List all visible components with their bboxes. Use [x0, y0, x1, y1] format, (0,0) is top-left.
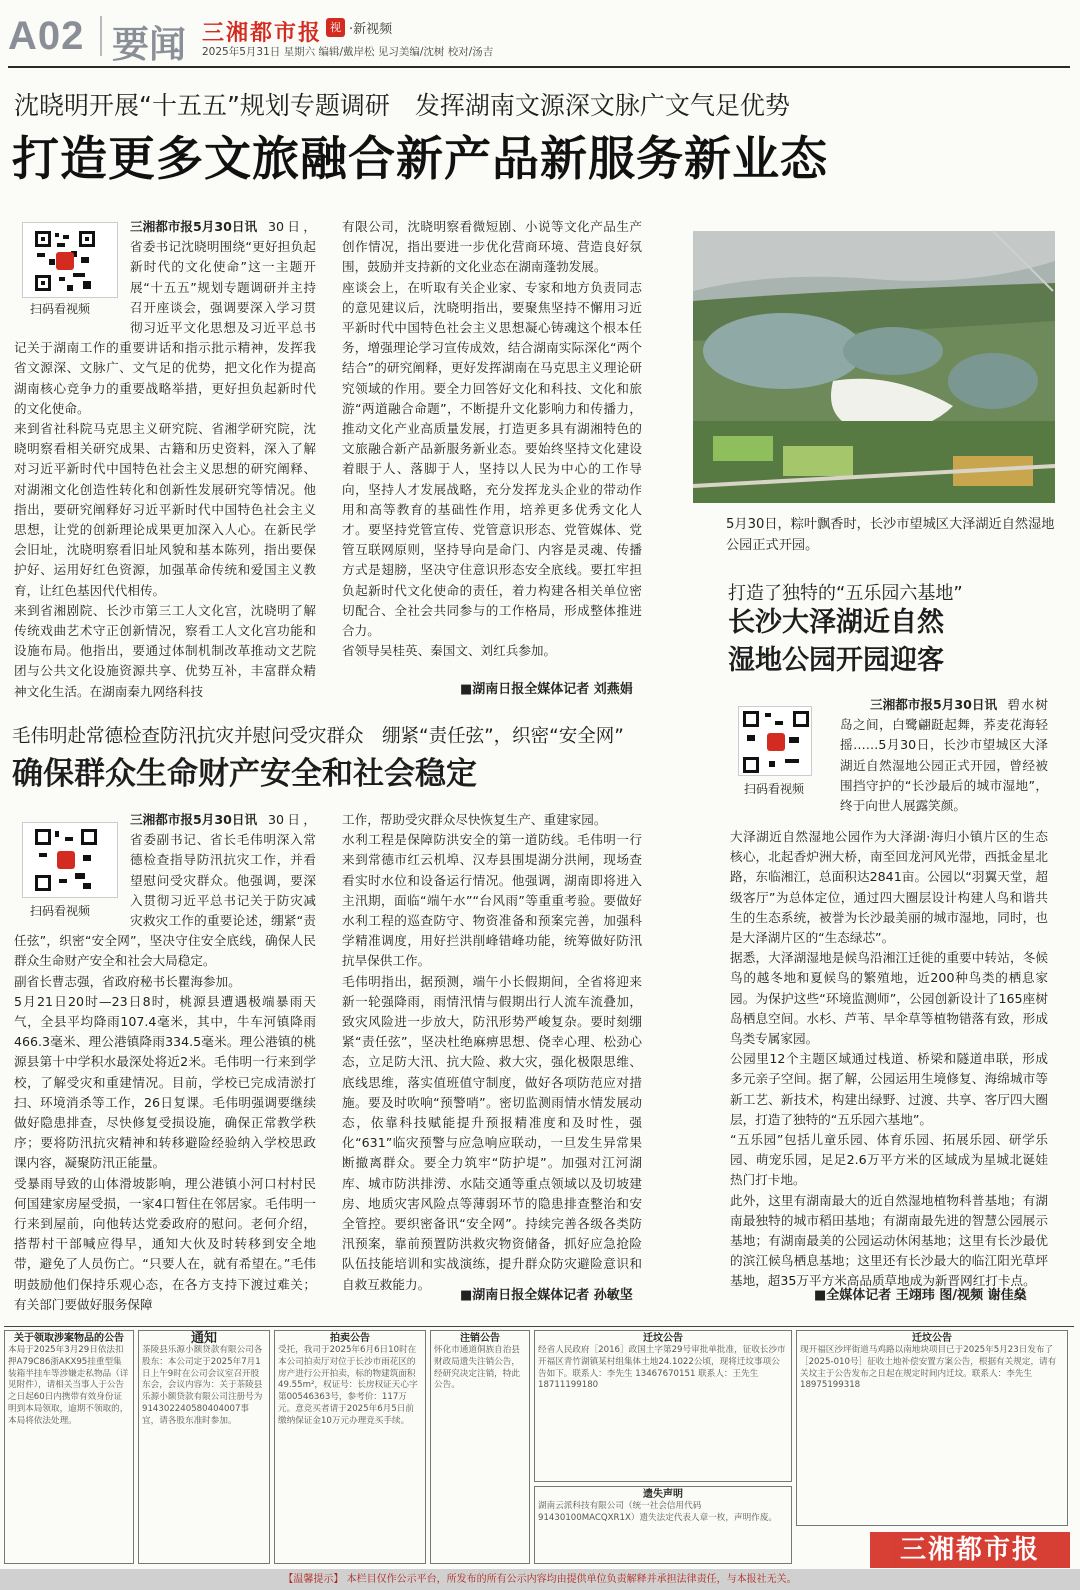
ad-notice — [4, 1330, 134, 1564]
photo-caption: 5月30日，粽叶飘香时，长沙市望城区大泽湖近自然湿地公园正式开园。 — [726, 517, 1055, 553]
video-brand: ·新视频 — [349, 22, 393, 37]
qr-label: 扫码看视频 — [744, 782, 805, 796]
ads-top-rule — [4, 1326, 1074, 1327]
article2-column1 — [14, 810, 316, 1312]
article2-byline: ■湖南日报全媒体记者 孙敏坚 — [460, 1288, 633, 1303]
header-divider — [100, 16, 102, 56]
issue-meta: 2025年5月31日 星期六 编辑/戴岸松 见习美编/沈树 校对/汤吉 — [202, 46, 494, 58]
article3-intro — [730, 695, 1048, 827]
article2-headline: 确保群众生命财产安全和社会稳定 — [12, 756, 477, 792]
ad-title: 迁坟公告 — [912, 1333, 952, 1344]
ad-notice — [138, 1330, 270, 1564]
article1-column2: 有限公司，沈晓明察看微短剧、小说等文化产品生产创作情况，指出要进一步优化营商环境、营造良好氛围，鼓励并支持新的文化业态在湖南蓬勃发展。 座谈会上，在听取有关企业家、专家和地方负责同志的意见建议后，沈晓明指出，要聚焦坚持不懈用习近平新时代中国特色社会主义思想凝心铸魂这个根本任务，增强理论学习宣传成效，结合湖南实际深化“两个结合”的研究阐释，更好发挥湖南在马克思主义理论研究领域的作用。要全力回答好文化和科技、文化和旅游“两道融合命题”，不断提升文化影响力和传播力，推动文化产业高质量发展，打造更多具有湖湘特色的文旅融合新产品新服务新业态。要始终坚持文化建设着眼于人、落脚于人，坚持以人民为中心的工作导向，坚持人才发展战略，充分发挥龙头企业的带动作用和高等教育的基础性作用，培养更多优秀文化人才。要坚持党管宣传、党管意识形态、党管媒体、党管互联网原则，坚持导向是命门、内容是灵魂、传播方式是翅膀，坚决守住意识形态安全底线。要扛牢担负起新时代文化使命的责任，着力构建各相关单位密切配合、全社会共同参与的工作格局，形成整体推进合力。 省领导吴桂英、秦国文、刘红兵参加。 — [342, 219, 642, 659]
page-number: A02 — [8, 14, 85, 58]
corner-logo: 三湘都市报 — [870, 1532, 1070, 1568]
article3-kicker: 打造了独特的“五乐园六基地” — [728, 583, 963, 604]
article1-kicker: 沈晓明开展“十五五”规划专题调研 发挥湖南文源深文脉广文气足优势 — [14, 91, 790, 120]
article2-kicker: 毛伟明赴常德检查防汛抗灾并慰问受灾群众 绷紧“责任弦”，织密“安全网” — [12, 726, 624, 747]
ad-text: 茶陵县乐源小额贷款有限公司各股东：本公司定于2025年7月1日上午9时在公司会议室召开股东会，会议内容为：关于茶陵县乐源小额贷款有限公司注册号为914302240580404007事宜，请各股东准时参加。 — [142, 1345, 263, 1426]
footer-notice: 【温馨提示】 本栏目仅作公示平台，所发布的所有公示内容均由提供单位负责解释并承担法律责任，与本报社无关。 — [0, 1569, 1080, 1590]
article3-headline-line1: 长沙大泽湖近自然 — [728, 607, 944, 638]
article3-headline-line2: 湿地公园开园迎客 — [728, 645, 944, 676]
wetland-park-aerial-photo — [693, 231, 1055, 503]
ad-title: 通知 — [190, 1331, 217, 1346]
article1-headline: 打造更多文旅融合新产品新服务新业态 — [12, 132, 828, 187]
ad-notice — [796, 1330, 1068, 1526]
ad-notice — [534, 1486, 792, 1564]
section-title: 要闻 — [112, 23, 186, 66]
video-logo-icon: 视 — [326, 18, 345, 37]
ad-notice — [534, 1330, 792, 1482]
article2-body-1: 30日，省委副书记、省长毛伟明深入常德检查指导防汛抗灾工作，并看望慰问受灾群众。他强调，要深入贯彻习近平总书记关于防灾减灾救灾工作的重要论述，绷紧“责任弦”，织密“安全网”，坚决守住安全底线，确保人民群众生命财产安全和社会大局稳定。 副省长曹志强，省政府秘书长瞿海参加。 5月21日20时—23日8时，桃源县遭遇极端暴雨天气，全县平均降雨107.4毫米，其中，牛车河镇降雨466.3毫米、理公港镇降雨334.5毫米。理公港镇的桃源县第十中学积水最深处将近2米。毛伟明一行来到学校，了解受灾和重建情况。目前，学校已完成清淤打扫、环境消杀等工作，26日复课。毛伟明强调要继续做好隐患排查，尽快修复受损设施，确保正常教学秩序；要将防汛抗灾精神和转移避险经验纳入学校思政课内容，凝聚防汛正能量。 受暴雨导致的山体滑坡影响，理公港镇小河口村村民何国建家房屋受损，一家4口暂住在邻居家。毛伟明一行来到屋前，向他转达党委政府的慰问。老何介绍，搭帮村干部喊应得早，通知大伙及时转移到安全地带，避免了人员伤亡。“只要人在，就有希望在。”毛伟明鼓励他们保持乐观心态，在各方支持下渡过难关；有关部门要做好服务保障 — [14, 812, 316, 1312]
ad-title: 拍卖公告 — [330, 1333, 370, 1344]
ad-notice — [430, 1330, 530, 1564]
ad-text: 现开福区沙坪街道马鸡路以南地块项目已于2025年5月23日发布了［2025-010号］征收土地补偿安置方案公告，根据有关规定，请有关坟主于公告发布之日起在规定时间内迁坟。联系人：李先生 18975199318 — [800, 1345, 1057, 1391]
ad-text: 怀化市通道侗族自治县财政局遗失注销公告，经研究决定注销，特此公告。 — [434, 1345, 520, 1391]
article1-column1 — [14, 217, 316, 697]
ad-notice — [274, 1330, 426, 1564]
article2-column2: 工作，帮助受灾群众尽快恢复生产、重建家园。 水利工程是保障防洪安全的第一道防线。毛伟明一行来到常德市红云机埠、汉寿县围堤湖分洪闸，现场查看实时水位和设备运行情况。他强调，湖南即将进入主汛期，面临“端午水”“台风雨”等重重考验。要做好水利工程的巡查防守、物资准备和预案完善，加强科学精准调度，用好拦洪削峰错峰功能，统筹做好防汛抗旱保供工作。 毛伟明指出，据预测，端午小长假期间，全省将迎来新一轮强降雨，雨情汛情与假期出行人流车流叠加，致灾风险进一步放大，防汛形势严峻复杂。要时刻绷紧“责任弦”，坚决杜绝麻痹思想、侥幸心理、松劲心态，立足防大汛、抗大险、救大灾，强化极限思维、底线思维，落实值班值守制度，做好各项防范应对措施。要及时吹响“预警哨”。密切监测雨情水情发展动态，依靠科技赋能提升预报精准度和及时性，强化“631”临灾预警与应急响应联动，一旦发生异常果断撤离群众。要全力筑牢“防护堤”。加强对江河湖库、城市防洪排涝、水陆交通等重点领域以及切坡建房、地质灾害风险点等薄弱环节的隐患排查整治和安全管控。要织密备讯“安全网”。持续完善各级各类防汛预案，靠前预置防洪救灾物资储备，抓好应急抢险队伍技能培训和实战演练，提升群众防灾避险意识和自救互救能力。 — [342, 812, 642, 1292]
ad-text: 受托，我司于2025年6月6日10时在本公司拍卖厅对位于长沙市雨花区的房产进行公开拍卖，标的物建筑面积49.55m²，权证号：长房权证天心字第00546363号，参考价：117万元。意竞买者请于2025年6月5日前缴纳保证金10万元办理竞买手续。 — [278, 1345, 418, 1426]
ad-text: 经省人民政府［2016］政国土字第29号审批单批准，征收长沙市开福区青竹湖镇某村组集体土地24.1022公顷，现将迁坟事项公告如下。联系人：李先生 13467670151 联系人：王先生 18711199180 — [538, 1345, 786, 1391]
ad-text: 湖南云派科技有限公司（统一社会信用代码91430100MACQXR1X）遗失法定代表人章一枚，声明作废。 — [538, 1501, 777, 1523]
dateline: 三湘都市报5月30日讯 — [130, 219, 258, 234]
article1-byline: ■湖南日报全媒体记者 刘燕娟 — [460, 682, 633, 697]
article3-body: 大泽湖近自然湿地公园作为大泽湖·海归小镇片区的生态核心，北起香炉洲大桥，南至回龙河风光带，西抵金星北路，东临湘江，总面积达2841亩。公园以“羽翼天堂，超级客厅”为总体定位，通过四大圈层设计构建人鸟和谐共生的生态系统，被誉为长沙最美丽的城市湿地，同时，也是大泽湖片区的“生态绿芯”。 据悉，大泽湖湿地是候鸟沿湘江迁徙的重要中转站，冬候鸟的越冬地和夏候鸟的繁殖地，近200种鸟类的栖息家园。为保护这些“环境监测师”，公园创新设计了165座树岛栖息空间。水杉、芦苇、旱伞草等植物错落有致，形成鸟类专属家园。 公园里12个主题区域通过栈道、桥梁和隧道串联，形成多元亲子空间。据了解，公园运用生境修复、海绵城市等新工艺、新技术，构建出绿野、过渡、共享、客厅四大圈层，打造了独特的“五乐园六基地”。 “五乐园”包括儿童乐园、体育乐园、拓展乐园、研学乐园、萌宠乐园，足足2.6万平方米的区域成为星城北诞娃热门打卡地。 此外，这里有湖南最大的近自然湿地植物科普基地；有湖南最独特的城市稻田基地；有湖南最先进的智慧公园展示基地；有湖南最美的公园运动休闲基地；这里有长沙最优的滨江候鸟栖息基地；这里还有长沙最大的临江阳光草坪基地，超35万平方米高品质草地成为新晋网红打卡点。 — [730, 829, 1048, 1289]
qr-label: 扫码看视频 — [30, 302, 91, 316]
dateline: 三湘都市报5月30日讯 — [130, 812, 258, 827]
qr-label: 扫码看视频 — [30, 904, 91, 918]
newspaper-logo: 三湘都市报 — [202, 20, 323, 46]
ad-title: 关于领取涉案物品的公告 — [14, 1333, 124, 1344]
article1-body-1: 30日，省委书记沈晓明围绕“更好担负起新时代的文化使命”这一主题开展“十五五”规划专题调研并主持召开座谈会，强调要深入学习贯彻习近平文化思想及习近平总书记关于湖南工作的重要讲话和指示批示精神，发挥我省文源深、文脉广、文气足的优势，把文化作为提高湖南核心竞争力的重要战略举措，更好担负起新时代的文化使命。 来到省社科院马克思主义研究院、省湘学研究院，沈晓明察看相关研究成果、古籍和历史资料，深入了解对习近平新时代中国特色社会主义思想的研究阐释、对湖湘文化创造性转化和创新性发展研究等情况。他指出，要研究阐释好习近平新时代中国特色社会主义思想，让党的创新理论成果更加深入人心。在新民学会旧址，沈晓明察看旧址风貌和基本陈列，指出要保护好、运用好红色资源，加强革命传统和爱国主义教育，让红色基因代代相传。 来到省湘剧院、长沙市第三工人文化宫，沈晓明了解传统戏曲艺术守正创新情况，察看工人文化宫功能和设施布局。他指出，要通过体制机制改革推动文艺院团与公共文化设施资源共享、优势互补，丰富群众精神文化生活。在湖南秦九网络科技 — [14, 219, 316, 699]
ad-title: 遗失声明 — [643, 1489, 683, 1500]
ad-title: 注销公告 — [460, 1333, 500, 1344]
ad-title: 迁坟公告 — [643, 1333, 683, 1344]
article3-intro-text: 碧水树岛之间，白鹭翩跹起舞，荞麦花海轻摇……5月30日，长沙市望城区大泽湖近自然湿地公园正式开园，曾经被围挡守护的“长沙最后的城市湿地”，终于向世人展露笑颜。 — [840, 697, 1048, 814]
article3-byline: ■全媒体记者 王翊玮 图/视频 谢佳燊 — [814, 1288, 1027, 1303]
dateline: 三湘都市报5月30日讯 — [870, 697, 998, 712]
header-rule — [8, 66, 1070, 68]
ad-text: 本局于2025年3月29日依法扣押A79C86浙AKX95挂重型集装箱半挂车等涉嫌走私物品（详见附件），请相关当事人于公告之日起60日内携带有效身份证明到本局领取，逾期不领取的，本局将依法处理。 — [8, 1345, 129, 1426]
